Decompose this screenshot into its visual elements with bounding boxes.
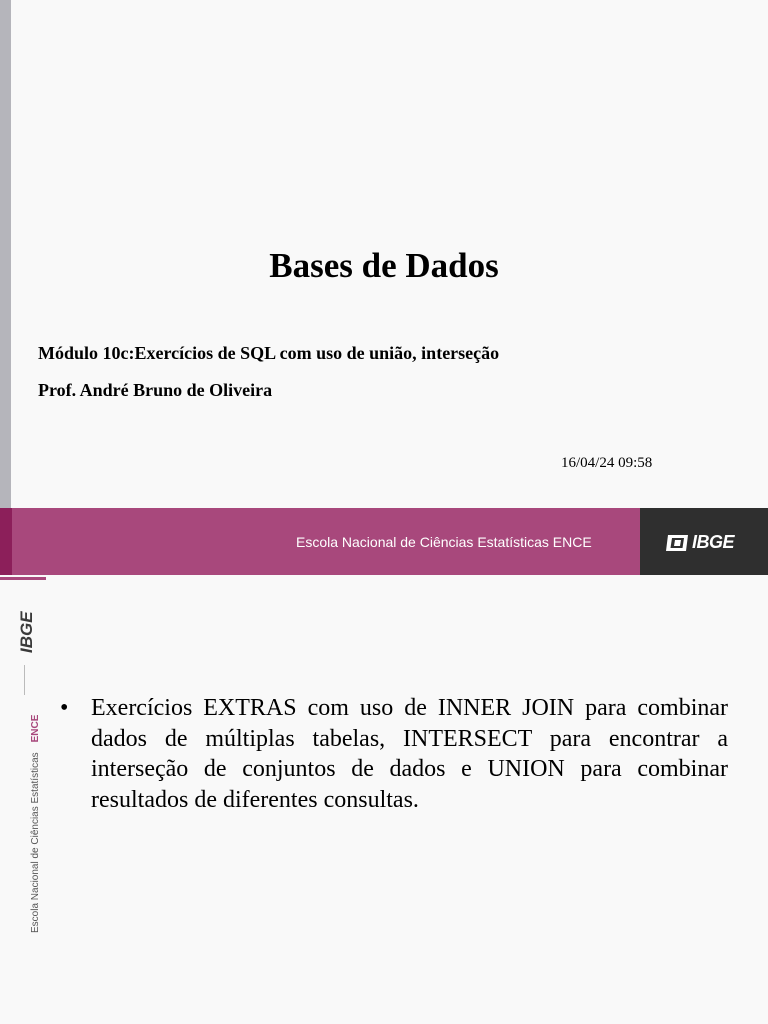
- bullet-text: Exercícios EXTRAS com uso de INNER JOIN para combinar dados de múltiplas tabelas, INTERSECT para encontrar a interseção de conjuntos de dados e UNION para combinar resultados de diferentes consultas.: [91, 695, 728, 813]
- ibge-logo: [665, 532, 734, 553]
- slide-author: Prof. André Bruno de Oliveira: [38, 380, 273, 400]
- side-school-name: Escola Nacional de Ciências Estatísticas: [30, 752, 41, 933]
- ibge-side-logo-text: IBGE: [17, 611, 36, 653]
- content-slide: [0, 577, 768, 1024]
- ibge-logo-text: IBGE: [692, 532, 735, 552]
- footer-school-name: Escola Nacional de Ciências Estatísticas ENCE: [296, 534, 592, 550]
- side-school-abbr: ENCE: [30, 714, 41, 743]
- side-divider: [24, 665, 25, 695]
- slide-title: Bases de Dados: [269, 246, 499, 285]
- bullet-list: [60, 693, 728, 815]
- top-accent-bar: [0, 577, 46, 580]
- ibge-side-logo: [12, 607, 38, 655]
- slide-date: 16/04/24 09:58: [561, 455, 653, 471]
- slide-subtitle: Módulo 10c:Exercícios de SQL com uso de união, interseção: [38, 343, 500, 363]
- side-school-label: [30, 715, 41, 933]
- bullet-item: [60, 693, 728, 815]
- footer-accent: [0, 508, 12, 575]
- ibge-emblem-icon: [665, 534, 689, 552]
- bullet-dot: •: [60, 695, 69, 721]
